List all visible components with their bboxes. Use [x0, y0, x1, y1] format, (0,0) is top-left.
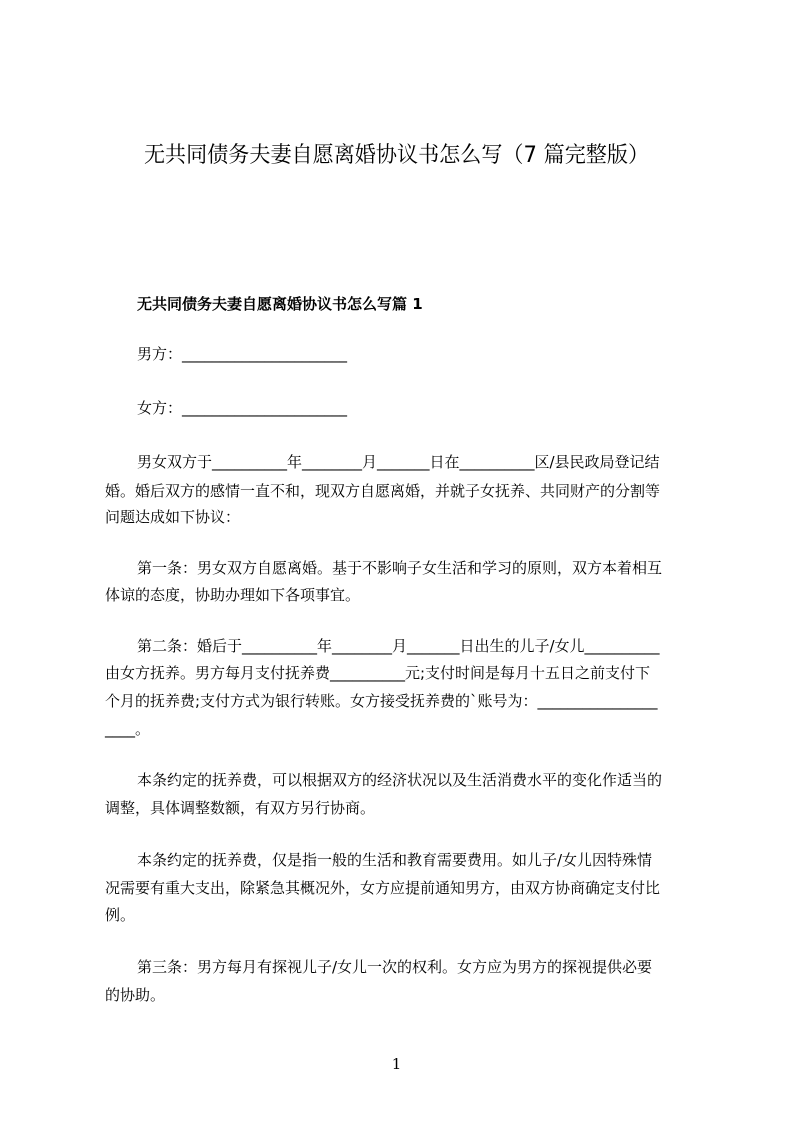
- clause-1-line: 体谅的态度，协助办理如下各项事宜。: [105, 586, 361, 604]
- paragraph-line: 况需要有重大支出，除紧急其概况外，女方应提前通知男方，由双方协商确定支付比: [105, 879, 661, 897]
- paragraph-line: 例。: [105, 906, 136, 924]
- male-party-line: 男方：______________________: [137, 345, 348, 363]
- clause-3-line: 第三条：男方每月有探视儿子/女儿一次的权利。女方应为男方的探视提供必要: [137, 958, 653, 976]
- clause-1-line: 第一条：男女双方自愿离婚。基于不影响子女生活和学习的原则，双方本着相互: [137, 559, 663, 577]
- clause-2-line: ____。: [105, 720, 151, 738]
- paragraph-line: 本条约定的抚养费，仅是指一般的生活和教育需要费用。如儿子/女儿因特殊情: [137, 851, 653, 869]
- paragraph-line: 调整，具体调整数额，有双方另行协商。: [105, 799, 376, 817]
- paragraph-line: 本条约定的抚养费，可以根据双方的经济状况以及生活消费水平的变化作适当的: [137, 771, 663, 789]
- page-number: 1: [391, 1055, 402, 1073]
- section-heading: 无共同债务夫妻自愿离婚协议书怎么写篇 1: [137, 295, 423, 313]
- paragraph-line: 婚。婚后双方的感情一直不和，现双方自愿离婚，并就子女抚养、共同财产的分割等: [105, 482, 661, 500]
- paragraph-line: 男女双方于__________年________月_______日在__________区/县民政局登记结: [137, 453, 660, 471]
- clause-2-line: 个月的抚养费;支付方式为银行转账。女方接受抚养费的`账号为：________________: [105, 692, 658, 710]
- paragraph-line: 问题达成如下协议：: [105, 508, 241, 526]
- female-party-line: 女方：______________________: [137, 399, 348, 417]
- clause-3-line: 的协助。: [105, 986, 166, 1004]
- clause-2-line: 第二条：婚后于__________年________月_______日出生的儿子/女儿__________: [137, 637, 660, 655]
- clause-2-line: 由女方抚养。男方每月支付抚养费__________元;支付时间是每月十五日之前支付下: [105, 664, 651, 682]
- document-title: 无共同债务夫妻自愿离婚协议书怎么写（7 篇完整版）: [143, 143, 650, 168]
